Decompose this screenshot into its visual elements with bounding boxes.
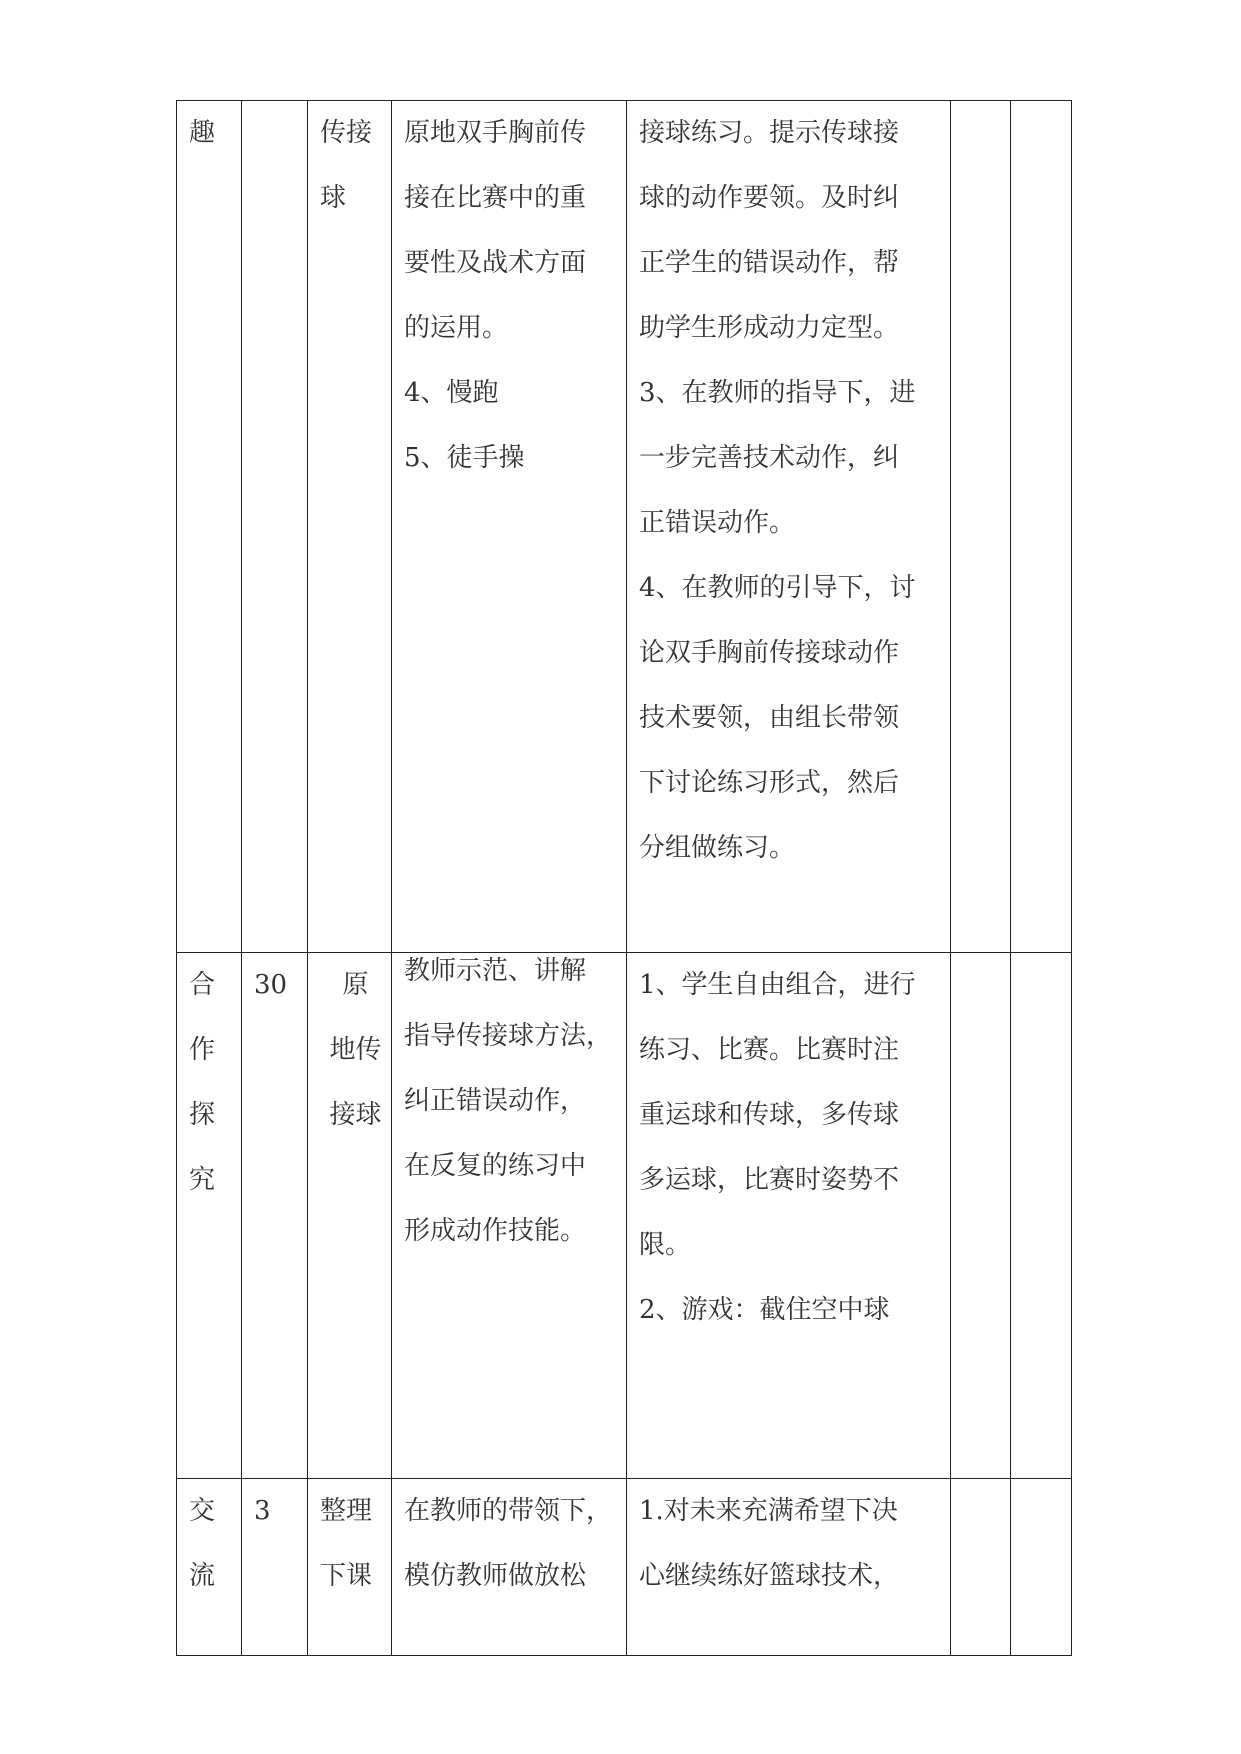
content-text: 接球 (329, 1100, 382, 1130)
student-line: 分组做练习。 (639, 833, 796, 863)
stage-cell (177, 101, 242, 953)
teacher-line: 的运用。 (404, 313, 509, 343)
content-text: 传接 (320, 118, 373, 148)
teacher-line: 模仿教师做放松 (404, 1561, 587, 1591)
student-line: 4、在教师的引导下，讨 (639, 573, 916, 603)
student-line: 助学生形成动力定型。 (639, 313, 900, 343)
student-activity-cell (627, 1479, 951, 1656)
teacher-activity-cell (392, 101, 627, 953)
table-row (177, 1479, 1072, 1656)
student-line: 2、游戏：截住空中球 (639, 1295, 890, 1325)
stage-text: 流 (189, 1561, 216, 1591)
student-line: 重运球和传球，多传球 (639, 1100, 900, 1130)
time-text: 30 (254, 970, 288, 1000)
student-line: 心继续练好篮球技术， (639, 1561, 900, 1591)
teacher-line: 教师示范、讲解 (404, 956, 587, 986)
empty-cell (1011, 1479, 1072, 1656)
student-line: 1、学生自由组合，进行 (639, 970, 916, 1000)
teacher-line: 形成动作技能。 (404, 1216, 587, 1246)
student-line: 多运球，比赛时姿势不 (639, 1165, 900, 1195)
teacher-line: 接在比赛中的重 (404, 183, 587, 213)
teacher-line: 4、慢跑 (404, 378, 499, 408)
student-line: 球的动作要领。及时纠 (639, 183, 900, 213)
student-activity-cell (627, 953, 951, 1479)
empty-cell (951, 953, 1011, 1479)
teacher-line: 要性及战术方面 (404, 248, 587, 278)
teacher-line: 指导传接球方法， (404, 1021, 613, 1051)
stage-text: 探 (189, 1100, 216, 1130)
content-cell (308, 101, 392, 953)
content-cell (308, 1479, 392, 1656)
teacher-line: 纠正错误动作， (404, 1086, 587, 1116)
student-line: 一步完善技术动作，纠 (639, 443, 900, 473)
stage-text: 趣 (189, 118, 216, 148)
student-activity-cell (627, 101, 951, 953)
empty-cell (1011, 101, 1072, 953)
time-cell (242, 1479, 308, 1656)
student-line: 论双手胸前传接球动作 (639, 638, 900, 668)
student-line: 技术要领，由组长带领 (639, 703, 900, 733)
content-text: 原 (342, 970, 369, 1000)
teacher-activity-cell (392, 953, 627, 1479)
student-line: 下讨论练习形式，然后 (639, 768, 900, 798)
lesson-plan-table (176, 100, 1072, 1656)
empty-cell (1011, 953, 1072, 1479)
teacher-line: 原地双手胸前传 (404, 118, 587, 148)
student-line: 接球练习。提示传球接 (639, 118, 900, 148)
teacher-line: 在反复的练习中 (404, 1151, 587, 1181)
stage-text: 作 (189, 1035, 216, 1065)
student-line: 1.对未来充满希望下决 (639, 1496, 898, 1526)
empty-cell (951, 101, 1011, 953)
content-text: 地传 (329, 1035, 382, 1065)
teacher-activity-cell (392, 1479, 627, 1656)
table-row (177, 953, 1072, 1479)
student-line: 正错误动作。 (639, 508, 796, 538)
content-text: 整理 (320, 1496, 373, 1526)
content-text: 下课 (320, 1561, 373, 1591)
stage-cell (177, 953, 242, 1479)
empty-cell (951, 1479, 1011, 1656)
table-row (177, 101, 1072, 953)
content-text: 球 (320, 183, 347, 213)
student-line: 练习、比赛。比赛时注 (639, 1035, 900, 1065)
stage-text: 究 (189, 1165, 216, 1195)
stage-cell (177, 1479, 242, 1656)
stage-text: 合 (189, 970, 216, 1000)
time-text: 3 (254, 1496, 271, 1526)
teacher-line: 5、徒手操 (404, 443, 525, 473)
teacher-line: 在教师的带领下， (404, 1496, 613, 1526)
stage-text: 交 (189, 1496, 216, 1526)
time-cell (242, 101, 308, 953)
student-line: 正学生的错误动作，帮 (639, 248, 900, 278)
student-line: 3、在教师的指导下，进 (639, 378, 916, 408)
time-cell (242, 953, 308, 1479)
student-line: 限。 (639, 1230, 692, 1260)
content-cell (308, 953, 392, 1479)
